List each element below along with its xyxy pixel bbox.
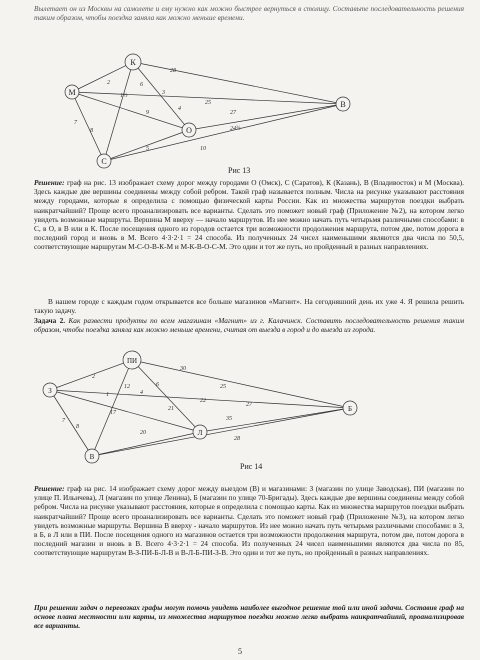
edge-weight: 8 (90, 128, 93, 134)
solution-1-lead: Решение: (34, 178, 65, 187)
edge-weight: 1 (106, 392, 109, 398)
node-l: Л (197, 429, 203, 437)
edge-weight: 28 (170, 68, 176, 74)
task-2 (34, 316, 464, 334)
edge-weight: 30 (180, 366, 186, 372)
edge-weight: 6 (140, 82, 143, 88)
edge-weight: 28 (234, 436, 240, 442)
edge-weight: 35 (226, 416, 232, 422)
edge-weight: 21 (168, 406, 174, 412)
graph-figure-14 (40, 348, 370, 466)
edge-weight: 24½ (230, 126, 241, 132)
edge-weight: 4 (140, 390, 143, 396)
node-b: В (340, 100, 346, 109)
edge-weight: 2 (92, 374, 95, 380)
edge-weight: 20 (140, 430, 146, 436)
task-2-text: Как развести продукты по всем магазинам «Магнит» из г. Калачинск. Составить последовательность решения таким образом, чтобы поездка заняла как можно меньше времени, считая от выезда в город и до выезда из города. (34, 316, 465, 335)
conclusion-text: При решении задач о перевозках графы могут помочь увидеть наиболее выгодное решение той или иной задачи. Составив граф на основе плана местности или карты, из множества маршрутов поездки можно легко выбрать наикратчайший, проанализировав все варианты. (34, 603, 464, 631)
node-pii: ПИ (126, 357, 138, 365)
edge-weight: 12 (124, 384, 130, 390)
node-c: С (101, 157, 107, 166)
edge-weight: 7 (74, 120, 77, 126)
edge-weight: 3 (162, 90, 165, 96)
figure-14-caption: Рис 14 (240, 462, 263, 471)
solution-2-lead: Решение: (34, 484, 65, 493)
node-b: Б (347, 405, 353, 413)
edge-weight: 5 (146, 146, 149, 152)
edge-weight: 2 (107, 80, 110, 86)
edge-weight: 10 (200, 146, 206, 152)
edge-weight: 7 (62, 418, 65, 424)
solution-2 (34, 484, 464, 558)
node-z: З (48, 387, 52, 395)
paragraph-magnit: В нашем городе с каждым годом открывается все больше магазинов «Магнит». На сегодняшний день их уже 4. Я решила решить такую задачу. (34, 297, 464, 316)
solution-2-text: граф на рис. 14 изображает схему дорог между выездом (В) и магазинами: З (магазин по улице Заводская), ПИ (магазин по улице П. Ильичева), Л (магазин по улице Ленина), Б (магазин по улице 70-Бригады). Здесь каждые две вершины соединены между собой ребром. Числа на рисунке указывают расстояния, которые я определила с помощью карты. Как из множества маршрутов поездки выбрать наикратчайший? Проще всего проанализировать все варианты. Сделать это поможет новый граф (Приложение №3), на котором легко увидеть возможные маршруты. Вершина В вверху - начало маршрутов. Из нее можно начать путь четырьмя различными способами: в З, в Б, в Л или в ПИ. После посещения одного из магазинов остается три возможности продолжения маршрута, потом две, потом дорога в последний магазин и вновь в В. Всего 4·3·2·1 = 24 способа. Из полученных 24 чисел наименьшими являются два числа по 85, соответствующие маршрутам В-З-ПИ-Б-Л-В и В-Л-Б-ПИ-З-В. Это один и тот же путь, но пройденный в разных направлениях. (34, 484, 464, 558)
edge-weight: 1½ (120, 93, 128, 99)
node-k: К (130, 58, 136, 67)
edge-weight: 22 (200, 398, 206, 404)
edge-weight: 6 (156, 382, 159, 388)
solution-1-text: граф на рис. 13 изображает схему дорог между городами О (Омск), С (Саратов), К (Казань), В (Владивосток) и М (Москва). Здесь каждые две вершины соединены между собой ребром. Такой граф называется полным. Числа на рисунке указывают расстояния между городами, которые я определила с помощью физической карты России. Как из множества маршрутов поездки выбрать наикратчайший? Проще всего проанализировать все варианты. Сделать это поможет новый граф (Приложение №2), на котором легко увидеть возможные маршруты. Вершина М вверху — начало маршрутов. Из нее можно начать путь четырьмя различными способами: в С, в О, в В или в К. После посещения одного из городов остается три возможности продолжения маршрута, потом две, потом дорога в последний город и вновь в М. Всего 4·3·2·1 = 24 способа. Из полученных 24 чисел наименьшими являются два числа по 50,5, соответствующие маршрутам М-С-О-В-К-М и М-К-В-О-С-М. Это один и тот же путь, но пройденный в разных направлениях. (34, 178, 465, 252)
node-v: В (89, 453, 95, 461)
edge-weight: 25 (205, 100, 211, 106)
edge-weight: 8 (76, 424, 79, 430)
solution-1 (34, 178, 464, 252)
figure-13-caption: Рис 13 (228, 166, 251, 175)
node-o: О (186, 126, 192, 135)
edge-weight: 17 (110, 410, 116, 416)
edge-weight: 4 (178, 106, 181, 112)
intro-text: Вылетает он из Москвы на самолете и ему нужно как можно быстрее вернуться в столицу. Составьте последовательность решения таким образом, чтобы поездка заняла как можно меньше времени. (34, 4, 464, 23)
edge-weight: 27 (230, 110, 236, 116)
page-number: 5 (238, 647, 242, 656)
edge-weight: 9 (146, 110, 149, 116)
graph-figure-13 (60, 52, 360, 172)
task-2-lead: Задача 2. (34, 316, 66, 325)
node-m: М (68, 88, 76, 97)
edge-weight: 25 (220, 384, 226, 390)
edge-weight: 27 (246, 402, 252, 408)
